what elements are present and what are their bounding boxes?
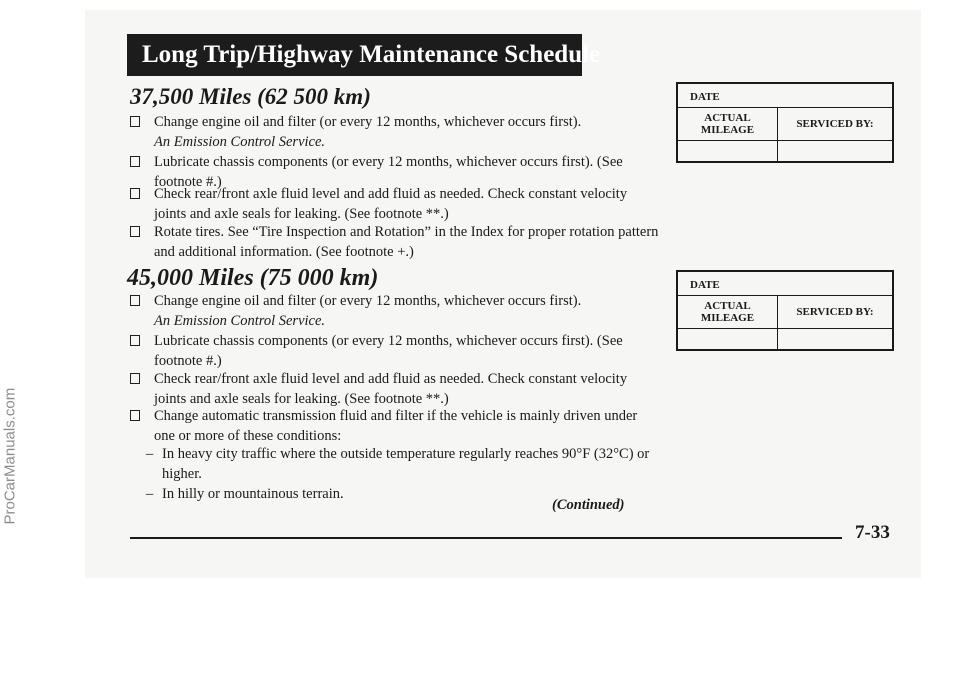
mileage-entry-cell[interactable] [678,141,778,161]
checkbox-icon[interactable] [130,410,140,421]
dash-mark: – [146,486,154,502]
service-record-table-2 [676,270,894,351]
continued-note: (Continued) [552,497,625,513]
mileage-entry-cell[interactable] [678,329,778,349]
serviced-by-header: SERVICED BY: [796,118,874,130]
item-subtext: An Emission Control Service. [154,313,326,329]
date-field[interactable]: DATE [678,272,892,296]
item-text: Change engine oil and filter (or every 12 months, whichever occurs first). [154,293,582,309]
item-text: Change automatic transmission fluid and filter if the vehicle is mainly driven under one or more of these conditions: [154,408,638,444]
checkbox-icon[interactable] [130,335,140,346]
condition-item [146,444,666,484]
dash-mark: – [146,446,154,462]
condition-text: In heavy city traffic where the outside temperature regularly reaches 90°F (32°C) or higher. [162,446,650,482]
serviced-by-entry-cell[interactable] [778,329,892,349]
page-title: Long Trip/Highway Maintenance Schedule [127,34,582,76]
watermark-text: ProCarManuals.com [1,387,19,525]
date-field[interactable]: DATE [678,84,892,108]
item-text: Lubricate chassis components (or every 12 months, whichever occurs first). (See footnote #.) [154,333,623,369]
checkbox-icon[interactable] [130,226,140,237]
footer-divider [130,537,842,539]
checklist-item [130,184,660,224]
checklist-item [130,112,660,152]
section-title-45000: 45,000 Miles (75 000 km) [127,265,379,291]
checklist-item [130,406,660,446]
section-title-37500: 37,500 Miles (62 500 km) [130,84,371,109]
checkbox-icon[interactable] [130,295,140,306]
checklist-item [130,331,660,371]
page-number: 7-33 [855,522,890,543]
serviced-by-header: SERVICED BY: [796,306,874,318]
checklist-item [130,291,660,331]
serviced-by-entry-cell[interactable] [778,141,892,161]
item-text: Change engine oil and filter (or every 12 months, whichever occurs first). [154,114,582,130]
item-subtext: An Emission Control Service. [154,134,326,150]
checklist-item [130,369,660,409]
checkbox-icon[interactable] [130,188,140,199]
actual-mileage-header: ACTUAL MILEAGE [678,108,778,140]
actual-mileage-header: ACTUAL MILEAGE [678,296,778,328]
checkbox-icon[interactable] [130,116,140,127]
item-text: Rotate tires. See “Tire Inspection and Rotation” in the Index for proper rotation pattern and additional information. (See footnote +.) [154,224,659,260]
item-text: Check rear/front axle fluid level and add fluid as needed. Check constant velocity joints and axle seals for leaking. (See footnote **.) [154,186,628,222]
item-text: Lubricate chassis components (or every 12 months, whichever occurs first). (See footnote #.) [154,154,623,190]
service-record-table-1 [676,82,894,163]
checkbox-icon[interactable] [130,156,140,167]
condition-text: In hilly or mountainous terrain. [162,486,344,502]
checkbox-icon[interactable] [130,373,140,384]
checklist-item [130,222,660,262]
item-text: Check rear/front axle fluid level and add fluid as needed. Check constant velocity joints and axle seals for leaking. (See footnote **.) [154,371,628,407]
